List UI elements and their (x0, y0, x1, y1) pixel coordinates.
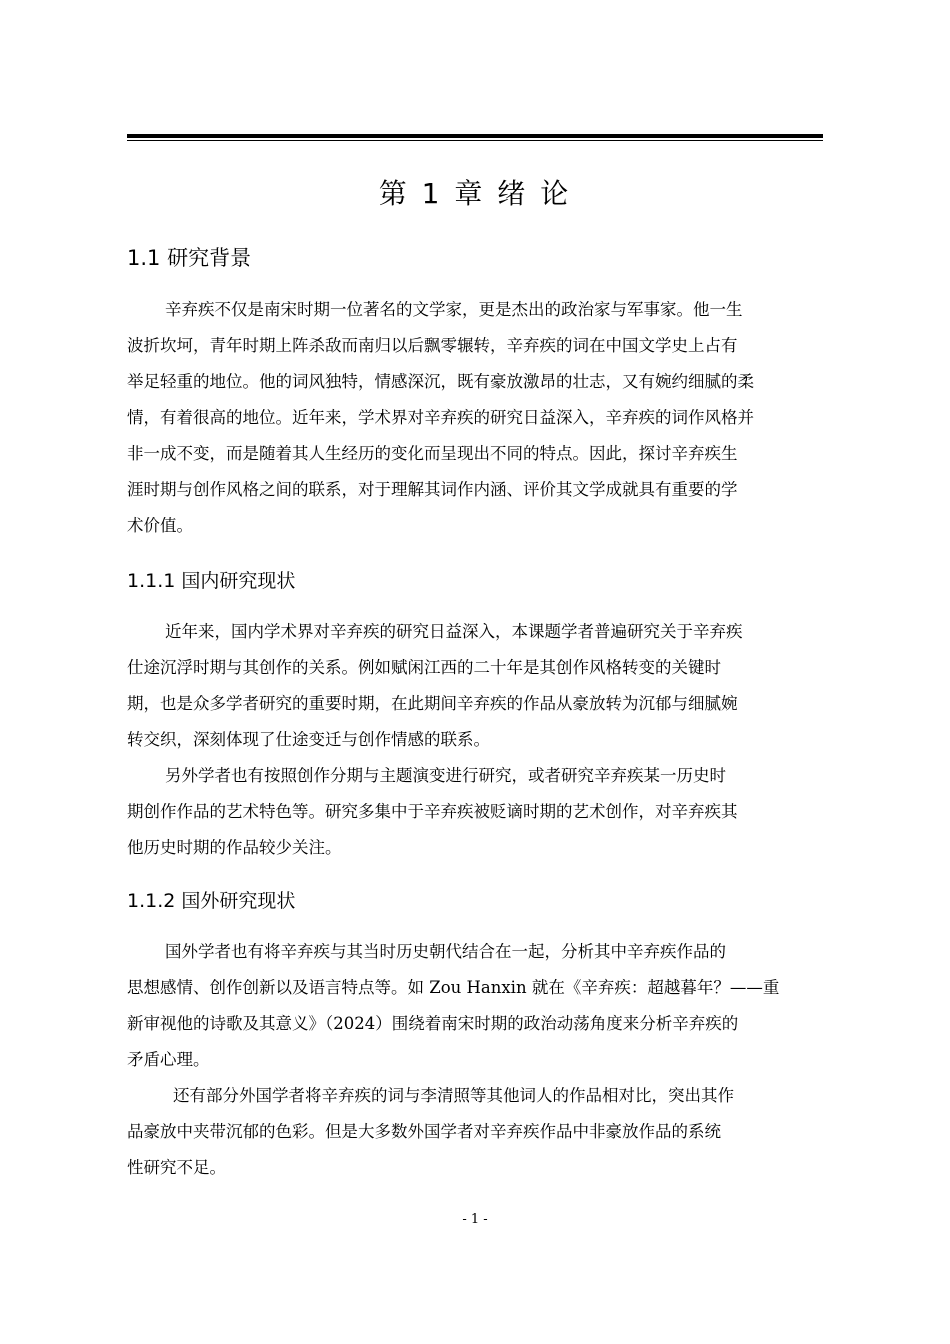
paragraph-line: 他历史时期的作品较少关注。 (127, 838, 342, 857)
chapter-title: 第 1 章 绪 论 (378, 177, 572, 210)
paragraph-line: 情，有着很高的地位。近年来，学术界对辛弃疾的研究日益深入，辛弃疾的词作风格并 (127, 408, 754, 427)
section-heading-1-1: 1.1 研究背景 (127, 246, 252, 270)
paragraph-line: 还有部分外国学者将辛弃疾的词与李清照等其他词人的作品相对比，突出其作 (173, 1086, 734, 1105)
paragraph-line: 期，也是众多学者研究的重要时期，在此期间辛弃疾的作品从豪放转为沉郁与细腻婉 (127, 694, 738, 713)
paragraph-line: 矛盾心理。 (127, 1050, 210, 1069)
paragraph-line: 术价值。 (127, 516, 193, 535)
paragraph-background (127, 292, 827, 544)
paragraph-foreign-1 (127, 934, 827, 1078)
paragraph-domestic-2 (127, 758, 827, 866)
paragraph-line: 波折坎坷，青年时期上阵杀敌而南归以后飘零辗转，辛弃疾的词在中国文学史上占有 (127, 336, 738, 355)
paragraph-line: 近年来，国内学术界对辛弃疾的研究日益深入，本课题学者普遍研究关于辛弃疾 (165, 622, 743, 641)
paragraph-domestic-1 (127, 614, 827, 758)
paragraph-line: 新审视他的诗歌及其意义》（2024）围绕着南宋时期的政治动荡角度来分析辛弃疾的 (127, 1014, 739, 1033)
paragraph-line: 品豪放中夹带沉郁的色彩。但是大多数外国学者对辛弃疾作品中非豪放作品的系统 (127, 1122, 721, 1141)
paragraph-line: 转交织，深刻体现了仕途变迁与创作情感的联系。 (127, 730, 490, 749)
paragraph-line: 性研究不足。 (127, 1158, 226, 1177)
paragraph-line: 思想感情、创作创新以及语言特点等。如 Zou Hanxin 就在《辛弃疾：超越暮年？——重 (127, 978, 780, 997)
paragraph-line: 涯时期与创作风格之间的联系，对于理解其词作内涵、评价其文学成就具有重要的学 (127, 480, 738, 499)
section-heading-1-1-2: 1.1.2 国外研究现状 (127, 890, 296, 912)
paragraph-line: 辛弃疾不仅是南宋时期一位著名的文学家，更是杰出的政治家与军事家。他一生 (165, 300, 743, 319)
paragraph-line: 另外学者也有按照创作分期与主题演变进行研究，或者研究辛弃疾某一历史时 (165, 766, 726, 785)
section-heading-1-1-1: 1.1.1 国内研究现状 (127, 570, 296, 592)
page-number: - 1 - (462, 1212, 488, 1227)
paragraph-line: 举足轻重的地位。他的词风独特，情感深沉，既有豪放激昂的壮志，又有婉约细腻的柔 (127, 372, 754, 391)
paragraph-line: 非一成不变，而是随着其人生经历的变化而呈现出不同的特点。因此，探讨辛弃疾生 (127, 444, 738, 463)
header-rule-thin (127, 140, 823, 141)
paragraph-foreign-2 (127, 1078, 827, 1186)
paragraph-line: 期创作作品的艺术特色等。研究多集中于辛弃疾被贬谪时期的艺术创作，对辛弃疾其 (127, 802, 738, 821)
paragraph-line: 仕途沉浮时期与其创作的关系。例如赋闲江西的二十年是其创作风格转变的关键时 (127, 658, 721, 677)
header-rule-thick (127, 134, 823, 138)
paragraph-line: 国外学者也有将辛弃疾与其当时历史朝代结合在一起，分析其中辛弃疾作品的 (165, 942, 726, 961)
